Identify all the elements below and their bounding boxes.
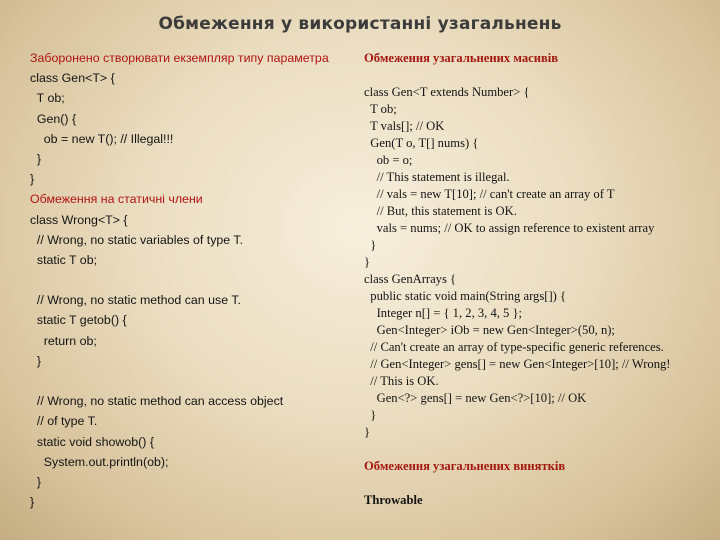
right-code-line: // vals = new T[10]; // can't create an array of T [364, 187, 615, 201]
right-code-line: Gen<Integer> iOb = new Gen<Integer>(50, n); [364, 323, 615, 337]
right-code-line: } [364, 255, 371, 269]
left-section-heading: Заборонено створювати екземпляр типу параметра [30, 51, 329, 65]
right-code-line: class GenArrays { [364, 272, 457, 286]
right-code-line: // This is OK. [364, 374, 439, 388]
left-code-line: class Gen<T> { [30, 71, 115, 86]
left-code-line: static T ob; [30, 252, 98, 267]
left-code-line: } [30, 172, 35, 187]
right-code-line: // This statement is illegal. [364, 170, 510, 184]
right-section-heading: Обмеження узагальнених масивів [364, 51, 559, 65]
right-code-line: // Can't create an array of type-specific generic references. [364, 340, 664, 354]
right-code-line: T ob; [364, 102, 397, 116]
right-code-line: // Gen<Integer> gens[] = new Gen<Integer>[10]; // Wrong! [364, 357, 671, 371]
left-code-line: // of type T. [30, 414, 98, 429]
left-code-line: T ob; [30, 91, 65, 106]
right-code-line [364, 67, 671, 84]
right-code-line: ob = o; [364, 153, 413, 167]
left-code-line: // Wrong, no static method can access object [30, 394, 284, 409]
right-code-line: } [364, 238, 377, 252]
right-code-line [364, 475, 671, 492]
right-code-line: class Gen<T extends Number> { [364, 85, 530, 99]
left-code-line: } [30, 151, 42, 166]
right-code-column [364, 50, 671, 509]
right-code-line: T vals[]; // OK [364, 119, 445, 133]
right-code-line: vals = nums; // OK to assign reference to existent array [364, 221, 655, 235]
left-code-line: return ob; [30, 333, 97, 348]
right-code-line: public static void main(String args[]) { [364, 289, 567, 303]
left-code-line: static void showob() { [30, 434, 154, 449]
left-code-line: System.out.println(ob); [30, 454, 169, 469]
right-code-line: Integer n[] = { 1, 2, 3, 4, 5 }; [364, 306, 523, 320]
left-code-line: } [30, 495, 35, 510]
left-code-line: // Wrong, no static variables of type T. [30, 232, 244, 247]
left-section-heading: Обмеження на статичні члени [30, 192, 203, 207]
slide-title: Обмеження у використанні узагальнень [158, 14, 562, 34]
right-code-line [364, 441, 671, 458]
left-code-line: static T getob() { [30, 313, 127, 328]
left-code-line [30, 270, 329, 290]
left-code-line: Gen() { [30, 111, 77, 126]
right-section-heading: Обмеження узагальнених винятків [364, 459, 566, 473]
right-code-line: Throwable [364, 493, 423, 507]
right-code-line: Gen<?> gens[] = new Gen<?>[10]; // OK [364, 391, 587, 405]
left-code-line: } [30, 353, 42, 368]
left-code-line: class Wrong<T> { [30, 212, 128, 227]
right-code-line: Gen(T o, T[] nums) { [364, 136, 479, 150]
left-code-line: // Wrong, no static method can use T. [30, 293, 241, 308]
left-code-line: ob = new T(); // Illegal!!! [30, 131, 174, 146]
left-code-line [30, 371, 329, 391]
right-code-line: } [364, 408, 377, 422]
right-code-line: // But, this statement is OK. [364, 204, 517, 218]
left-code-line: } [30, 474, 42, 489]
right-code-line: } [364, 425, 371, 439]
left-code-column [30, 48, 329, 512]
